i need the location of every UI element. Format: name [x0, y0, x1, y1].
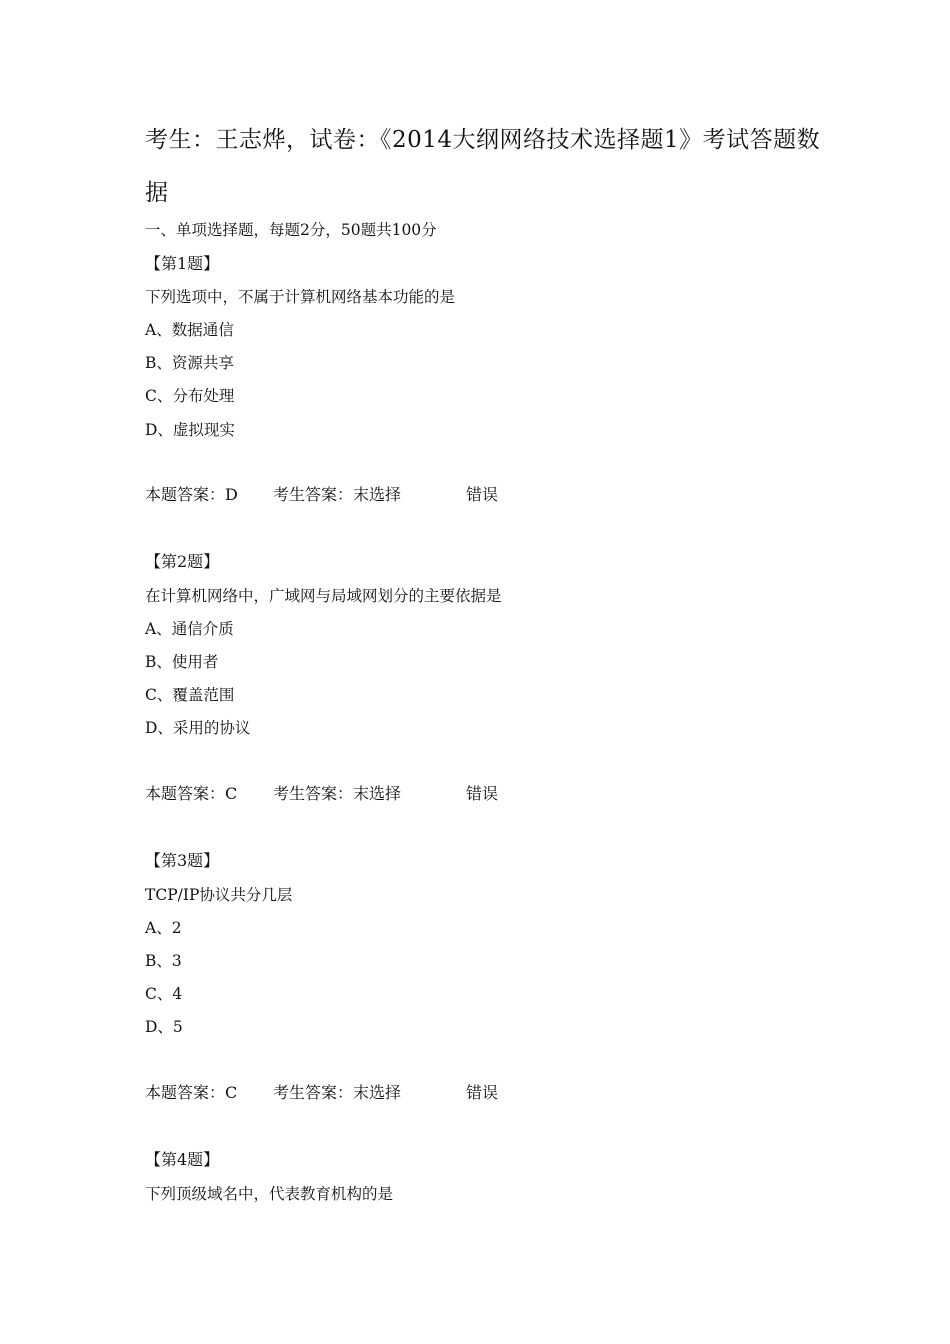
question-3-option-d: D、5: [145, 1018, 183, 1036]
question-4-number: 【第4题】: [145, 1150, 220, 1169]
question-2-number: 【第2题】: [145, 552, 220, 571]
question-3-option-a: A、2: [145, 919, 182, 937]
result-label: 错误: [466, 485, 499, 504]
student-answer: 考生答案：末选择: [273, 485, 402, 504]
question-1-option-c: C、分布处理: [145, 387, 235, 405]
question-2-text: 在计算机网络中，广域网与局域网划分的主要依据是: [145, 587, 502, 605]
question-1-option-a: A、数据通信: [145, 321, 234, 339]
question-1-option-b: B、资源共享: [145, 354, 234, 372]
question-3-option-b: B、3: [145, 952, 182, 970]
question-3-number: 【第3题】: [145, 851, 220, 870]
question-2-option-a: A、通信介质: [145, 620, 234, 638]
question-1-number: 【第1题】: [145, 254, 220, 273]
question-2-option-b: B、使用者: [145, 653, 219, 671]
question-3-option-c: C、4: [145, 985, 183, 1003]
question-1-text: 下列选项中，不属于计算机网络基本功能的是: [145, 288, 456, 306]
result-label: 错误: [466, 784, 499, 803]
correct-answer: 本题答案：C: [145, 1083, 238, 1102]
student-answer: 考生答案：末选择: [273, 784, 402, 803]
student-answer: 考生答案：末选择: [273, 1083, 402, 1102]
question-1-option-d: D、虚拟现实: [145, 421, 235, 439]
question-3-text: TCP/IP协议共分几层: [145, 886, 293, 904]
exam-title: 考生：王志烨，试卷：《2014大纲网络技术选择题1》考试答题数据: [145, 127, 821, 206]
question-2-option-c: C、覆盖范围: [145, 686, 235, 704]
correct-answer: 本题答案：D: [145, 485, 238, 504]
question-2-option-d: D、采用的协议: [145, 719, 251, 737]
question-4-text: 下列顶级域名中，代表教育机构的是: [145, 1185, 394, 1203]
result-label: 错误: [466, 1083, 499, 1102]
section-heading: 一、单项选择题，每题2分，50题共100分: [145, 221, 437, 239]
correct-answer: 本题答案：C: [145, 784, 238, 803]
